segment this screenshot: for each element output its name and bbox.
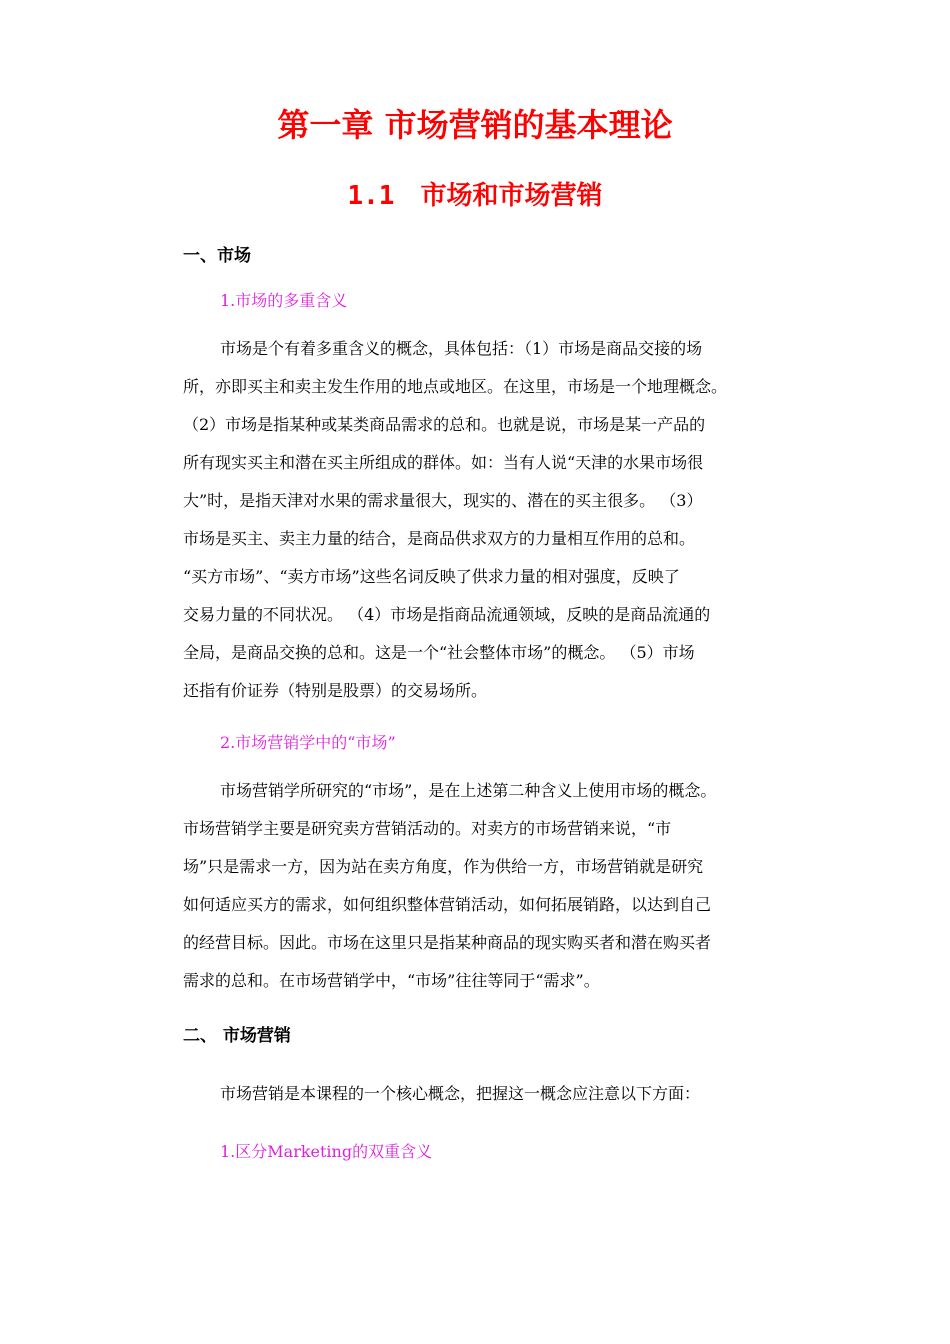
section-number: 1.1 <box>347 181 395 211</box>
text-line: 所有现实买主和潜在买主所组成的群体。如：当有人说“天津的水果市场很 <box>183 453 704 472</box>
section-title-text: 市场和市场营销 <box>420 181 603 211</box>
subheading-marketing-dual-meaning: 1.区分Marketing的双重含义 <box>220 1142 433 1161</box>
text-line: 市场营销是本课程的一个核心概念，把握这一概念应注意以下方面： <box>220 1084 701 1103</box>
text-line: 的经营目标。因此。市场在这里只是指某种商品的现实购买者和潜在购买者 <box>183 933 712 952</box>
text-line: “买方市场”、“卖方市场”这些名词反映了供求力量的相对强度，反映了 <box>183 567 680 586</box>
heading-market: 一、市场 <box>183 246 251 266</box>
text-line: 全局，是商品交换的总和。这是一个“社会整体市场”的概念。 （5）市场 <box>183 643 695 662</box>
text-line: 场”只是需求一方，因为站在卖方角度，作为供给一方，市场营销就是研究 <box>183 857 704 876</box>
paragraph-market-meanings <box>183 330 823 710</box>
text-line: 还指有价证券（特别是股票）的交易场所。 <box>183 681 488 700</box>
subheading-multiple-meanings: 1.市场的多重含义 <box>220 291 348 310</box>
section-title <box>0 176 950 216</box>
text-line: （2）市场是指某种或某类商品需求的总和。也就是说，市场是某一产品的 <box>183 415 706 434</box>
paragraph-marketing-market <box>183 772 823 1000</box>
text-line: 大”时，是指天津对水果的需求量很大，现实的、潜在的买主很多。 （3） <box>183 491 703 510</box>
text-line: 需求的总和。在市场营销学中，“市场”往往等同于“需求”。 <box>183 971 600 990</box>
text-line: 市场营销学所研究的“市场”，是在上述第二种含义上使用市场的概念。 <box>220 781 717 800</box>
text-line: 如何适应买方的需求，如何组织整体营销活动，如何拓展销路，以达到自己 <box>183 895 712 914</box>
text-line: 交易力量的不同状况。 （4）市场是指商品流通领域，反映的是商品流通的 <box>183 605 711 624</box>
subheading-market-in-marketing: 2.市场营销学中的“市场” <box>220 733 396 752</box>
chapter-title: 第一章 市场营销的基本理论 <box>277 106 673 144</box>
text-line: 市场是个有着多重含义的概念，具体包括：（1）市场是商品交接的场 <box>220 339 703 358</box>
text-line: 所，亦即买主和卖主发生作用的地点或地区。在这里，市场是一个地理概念。 <box>183 377 728 396</box>
text-line: 市场是买主、卖主力量的结合，是商品供求双方的力量相互作用的总和。 <box>183 529 696 548</box>
heading-marketing: 二、 市场营销 <box>183 1026 291 1046</box>
paragraph-marketing-core <box>183 1075 823 1113</box>
text-line: 市场营销学主要是研究卖方营销活动的。对卖方的市场营销来说，“市 <box>183 819 672 838</box>
